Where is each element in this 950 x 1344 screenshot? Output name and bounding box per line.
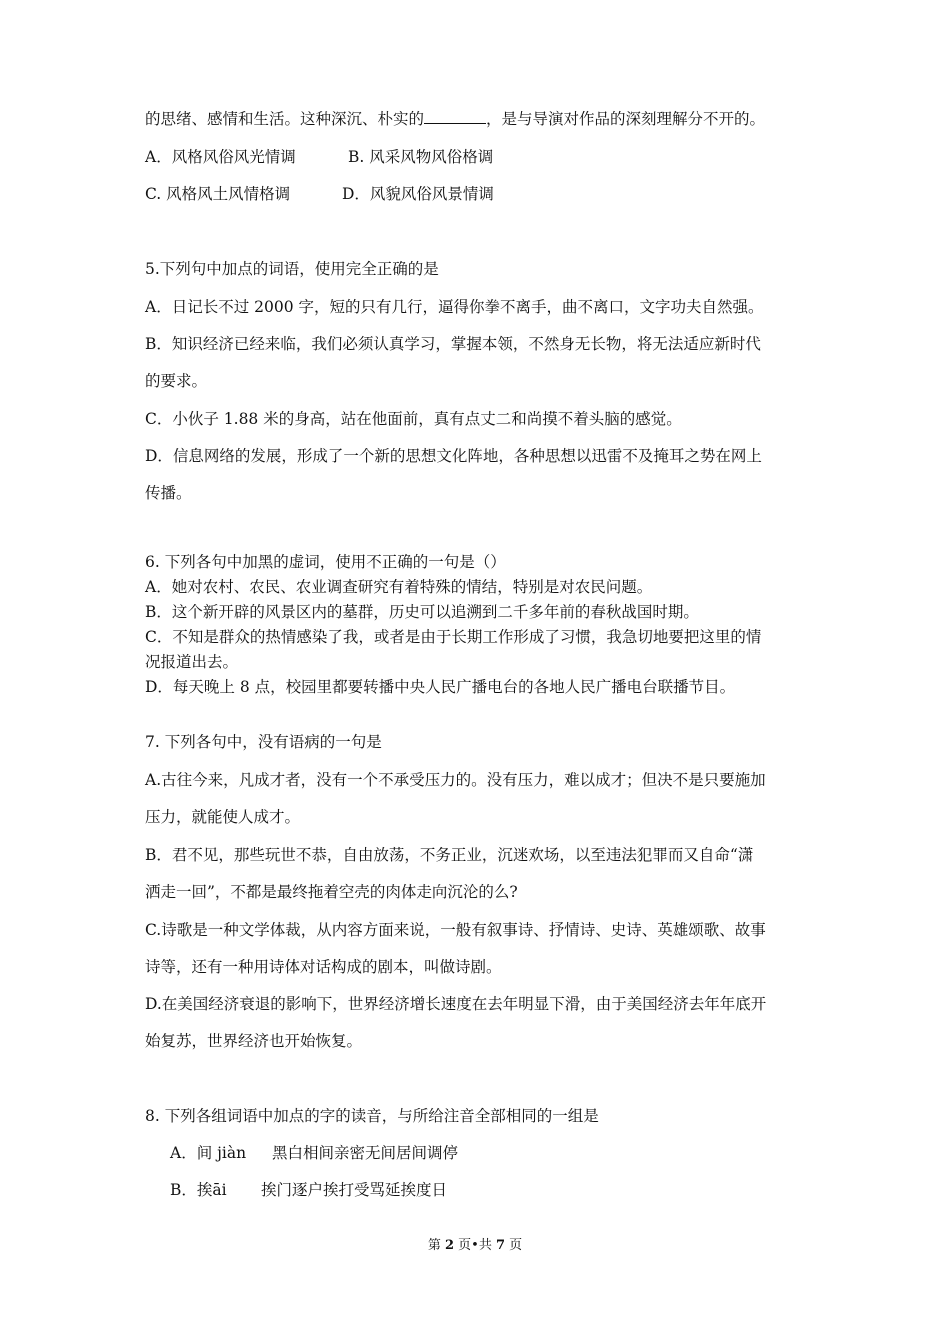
q6-option-d: D．每天晚上 8 点，校园里都要转播中央人民广播电台的各地人民广播电台联播节目。: [145, 678, 736, 696]
footer-page-number: 2: [444, 1238, 455, 1253]
footer-middle: 页•共: [454, 1238, 496, 1253]
q4-text-before: 的思绪、感情和生活。这种深沉、朴实的: [145, 110, 425, 128]
q7-option-a-line1: A.古往今来，凡成才者，没有一个不承受压力的。没有压力，难以成才；但决不是只要施加: [145, 771, 766, 789]
q5-stem: 5.下列句中加点的词语，使用完全正确的是: [145, 260, 439, 278]
q6-option-c-line2: 况报道出去。: [145, 653, 239, 671]
q4-answer-blank: [424, 109, 486, 124]
q7-option-b-line1: B．君不见，那些玩世不恭，自由放荡，不务正业，沉迷欢场，以至违法犯罪而又自命“潇: [145, 846, 754, 864]
q4-text-after: ，是与导演对作品的深刻理解分不开的。: [486, 110, 766, 128]
q5-option-d-line2: 传播。: [145, 484, 192, 502]
q7-stem: 7. 下列各句中，没有语病的一句是: [145, 733, 382, 751]
q5-option-a: A．日记长不过 2000 字，短的只有几行，逼得你拳不离手，曲不离口，文字功夫自然强。: [145, 298, 764, 316]
footer-suffix: 页: [505, 1238, 523, 1253]
q8-option-b-words: 挨门逐户挨打受骂延挨度日: [261, 1181, 448, 1199]
q7-option-c-line2: 诗等，还有一种用诗体对话构成的剧本，叫做诗剧。: [145, 958, 502, 976]
q5-option-d-line1: D．信息网络的发展，形成了一个新的思想文化阵地，各种思想以迅雷不及掩耳之势在网上: [145, 447, 762, 465]
q6-option-c-line1: C．不知是群众的热情感染了我，或者是由于长期工作形成了习惯，我急切地要把这里的情: [145, 628, 762, 646]
q5-option-b-line1: B．知识经济已经来临，我们必须认真学习，掌握本领，不然身无长物，将无法适应新时代: [145, 335, 761, 353]
q4-option-a: A．风格风俗风光情调: [145, 148, 296, 166]
q8-option-b-label: B．挨āi: [170, 1181, 227, 1199]
q6-option-b: B．这个新开辟的风景区内的墓群，历史可以追溯到二千多年前的春秋战国时期。: [145, 603, 699, 621]
q4-option-d: D．风貌风俗风景情调: [342, 185, 494, 203]
q7-option-a-line2: 压力，就能使人成才。: [145, 808, 301, 826]
q8-stem: 8. 下列各组词语中加点的字的读音，与所给注音全部相同的一组是: [145, 1107, 599, 1125]
q7-option-c-line1: C.诗歌是一种文学体裁，从内容方面来说，一般有叙事诗、抒情诗、史诗、英雄颂歌、故事: [145, 921, 766, 939]
q6-option-a: A．她对农村、农民、农业调查研究有着特殊的情结，特别是对农民问题。: [145, 578, 653, 596]
footer-total-pages: 7: [495, 1238, 506, 1253]
q4-stem-tail: [145, 109, 765, 129]
q5-option-c: C．小伙子 1.88 米的身高，站在他面前，真有点丈二和尚摸不着头脑的感觉。: [145, 410, 682, 428]
q6-stem: 6. 下列各句中加黑的虚词，使用不正确的一句是（）: [145, 553, 506, 571]
q7-option-d-line2: 始复苏，世界经济也开始恢复。: [145, 1032, 363, 1050]
q4-option-c: C. 风格风土风情格调: [145, 185, 291, 203]
q4-option-b: B. 风采风物风俗格调: [348, 148, 494, 166]
q5-option-b-line2: 的要求。: [145, 372, 208, 390]
page-footer: [0, 1234, 950, 1253]
q8-option-a-words: 黑白相间亲密无间居间调停: [272, 1144, 459, 1162]
q7-option-b-line2: 洒走一回”，不都是最终拖着空壳的肉体走向沉沦的么?: [145, 883, 518, 901]
q7-option-d-line1: D.在美国经济衰退的影响下，世界经济增长速度在去年明显下滑，由于美国经济去年年底开: [145, 995, 767, 1013]
q8-option-a-label: A．间 jiàn: [170, 1144, 247, 1162]
footer-prefix: 第: [427, 1238, 445, 1253]
